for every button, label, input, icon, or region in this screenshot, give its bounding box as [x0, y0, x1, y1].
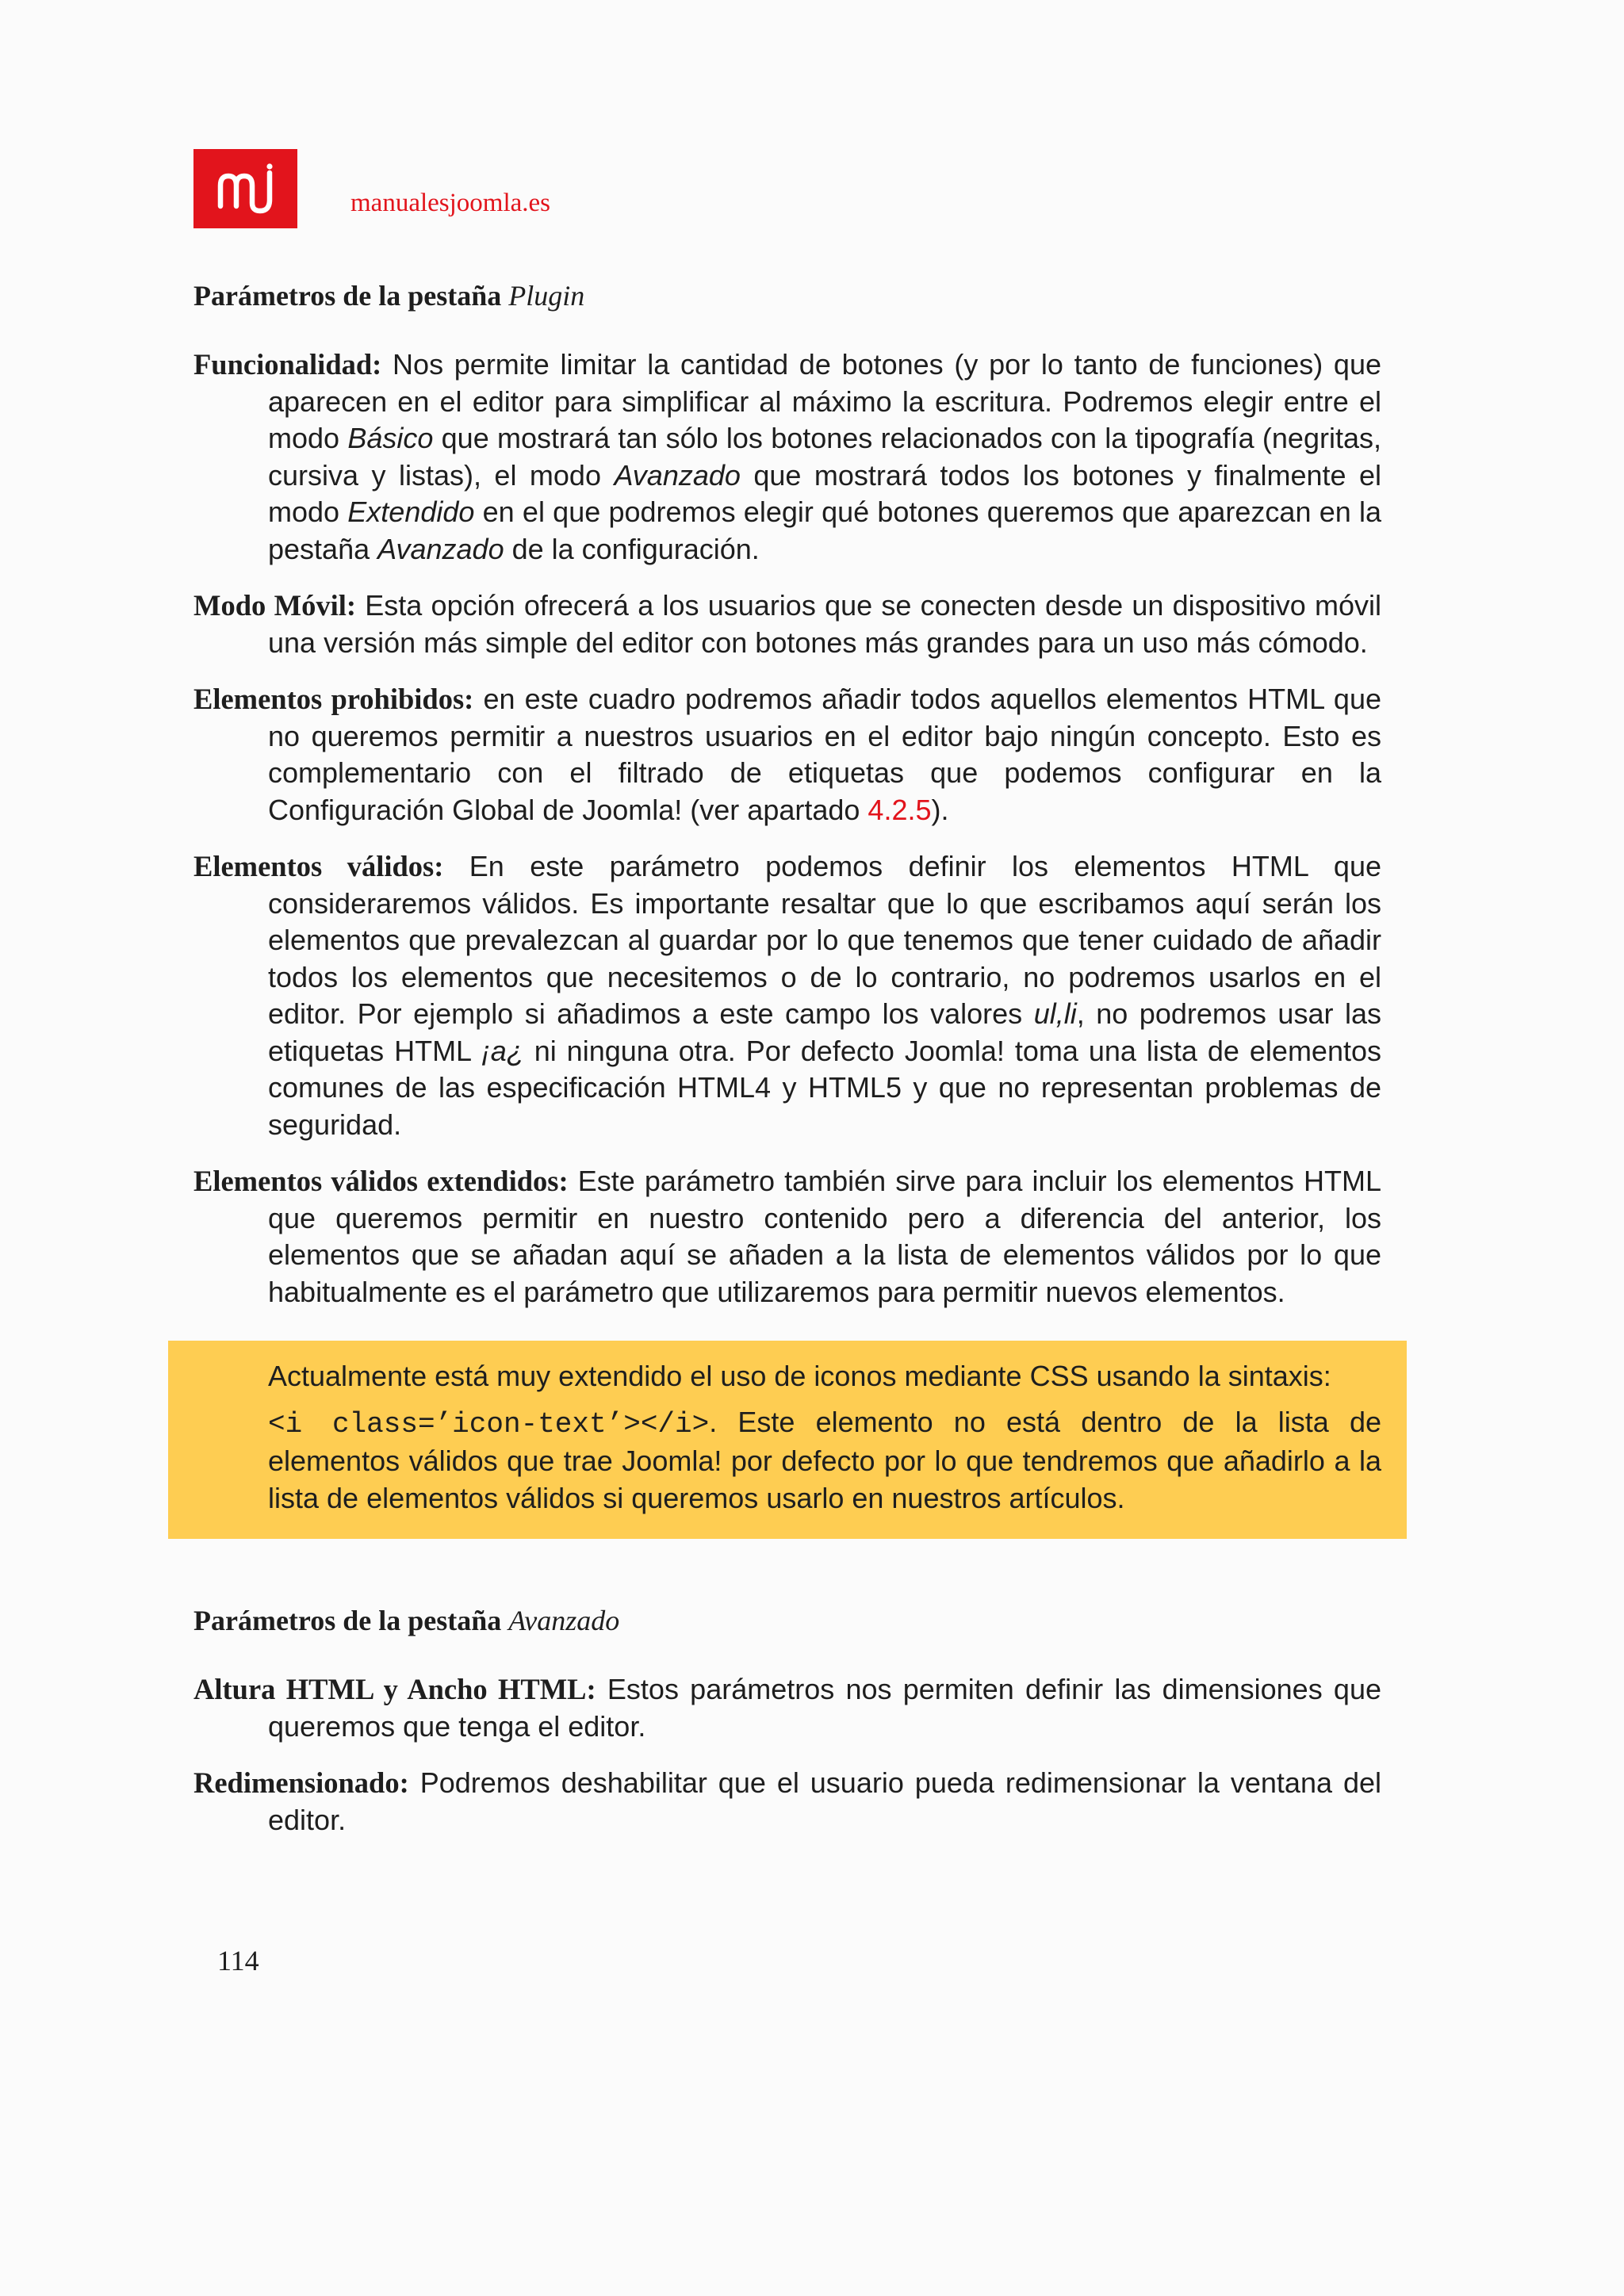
heading-prefix: Parámetros de la pestaña	[193, 280, 502, 312]
param-emphasis: ¡a¿	[481, 1034, 524, 1067]
param-text: en este cuadro podremos añadir todos aquellos elementos HTML que no queremos permitir a nuestros usuarios en el editor bajo ningún concepto. Esto es complementario con el filtrado de etiquetas que podemos configurar en la Configuración Global de Joomla! (ver apartado	[268, 683, 1381, 826]
param-altura-ancho-html	[193, 1671, 1381, 1745]
heading-emphasis: Plugin	[508, 280, 585, 312]
section-reference-link[interactable]: 4.2.5	[868, 793, 932, 826]
param-elementos-validos-extendidos	[193, 1163, 1381, 1311]
section-advanced	[193, 1604, 1381, 1839]
site-name[interactable]: manualesjoomla.es	[350, 189, 551, 217]
page-header	[193, 149, 749, 228]
heading-emphasis: Avanzado	[508, 1605, 620, 1637]
param-term: Altura HTML y Ancho HTML:	[193, 1673, 596, 1706]
param-term: Elementos válidos:	[193, 850, 444, 883]
param-text: En este parámetro podemos definir los elementos HTML que consideraremos válidos. Es importante resaltar que lo que escribamos aquí serán los elementos que prevalezcan al guardar por lo que tenemos que tener cuidado de añadir todos los elementos que necesitemos o de lo contrario, no podremos usarlos en el editor. Por ejemplo si añadimos a este campo los valores	[268, 850, 1381, 1031]
param-elementos-validos	[193, 848, 1381, 1143]
section-heading-plugin	[193, 279, 1381, 313]
param-text: Nos permite limitar la cantidad de botones (y por lo tanto de funciones) que aparecen en el editor para simplificar al máximo la escritura. Podremos elegir entre el modo	[268, 348, 1381, 455]
code-snippet: <i class=’icon-text’></i>	[268, 1407, 710, 1441]
param-emphasis: Avanzado	[614, 458, 741, 492]
note-callout	[168, 1341, 1407, 1539]
param-term: Redimensionado:	[193, 1766, 409, 1800]
main-content	[193, 279, 1381, 1858]
param-term: Elementos válidos extendidos:	[193, 1165, 569, 1198]
param-text: de la configuración.	[504, 532, 760, 565]
param-text: ni ninguna otra. Por defecto Joomla! toma una lista de elementos comunes de las especificación HTML4 y HTML5 y que no representan problemas de seguridad.	[268, 1034, 1381, 1141]
callout-body	[268, 1404, 1381, 1517]
param-text: Este parámetro también sirve para incluir los elementos HTML que queremos permitir en nuestro contenido pero a diferencia del anterior, los elementos que se añadan aquí se añaden a la lista de elementos válidos por lo que habitualmente es el parámetro que utilizaremos para permitir nuevos elementos.	[268, 1165, 1381, 1308]
param-text: ).	[931, 793, 949, 826]
heading-prefix: Parámetros de la pestaña	[193, 1605, 502, 1637]
param-emphasis: Avanzado	[377, 532, 504, 565]
param-term: Modo Móvil:	[193, 589, 357, 622]
page-number: 114	[217, 1945, 259, 1976]
param-text: Estos parámetros nos permiten definir las dimensiones que queremos que tenga el editor.	[268, 1673, 1381, 1743]
param-text: , no podremos usar las etiquetas HTML	[268, 997, 1381, 1067]
param-redimensionado	[193, 1765, 1381, 1839]
param-modo-movil	[193, 587, 1381, 661]
param-term: Funcionalidad:	[193, 348, 382, 381]
callout-intro: Actualmente está muy extendido el uso de iconos mediante CSS usando la sintaxis:	[268, 1360, 1331, 1393]
param-funcionalidad	[193, 346, 1381, 568]
param-text: que mostrará tan sólo los botones relacionados con la tipografía (negritas, cursiva y listas), el modo	[268, 422, 1381, 492]
section-heading-avanzado	[193, 1604, 1381, 1638]
param-emphasis: ul,li	[1033, 997, 1077, 1031]
param-emphasis: Extendido	[347, 496, 475, 529]
callout-text: . Este elemento no está dentro de la lista de elementos válidos que trae Joomla! por defecto por lo que tendremos que añadirlo a la lista de elementos válidos si queremos usarlo en nuestros artículos.	[268, 1405, 1381, 1514]
param-text: que mostrará todos los botones y finalmente el modo	[268, 458, 1382, 529]
param-text: Podremos deshabilitar que el usuario pueda redimensionar la ventana del editor.	[268, 1766, 1381, 1836]
param-text: Esta opción ofrecerá a los usuarios que se conecten desde un dispositivo móvil una versión más simple del editor con botones más grandes para un uso más cómodo.	[268, 589, 1381, 659]
param-term: Elementos prohibidos:	[193, 683, 474, 716]
mj-logo-icon	[193, 149, 297, 228]
param-emphasis: Básico	[347, 422, 434, 455]
param-text: en el que podremos elegir qué botones queremos que aparezcan en la pestaña	[268, 496, 1381, 565]
param-elementos-prohibidos	[193, 681, 1381, 828]
